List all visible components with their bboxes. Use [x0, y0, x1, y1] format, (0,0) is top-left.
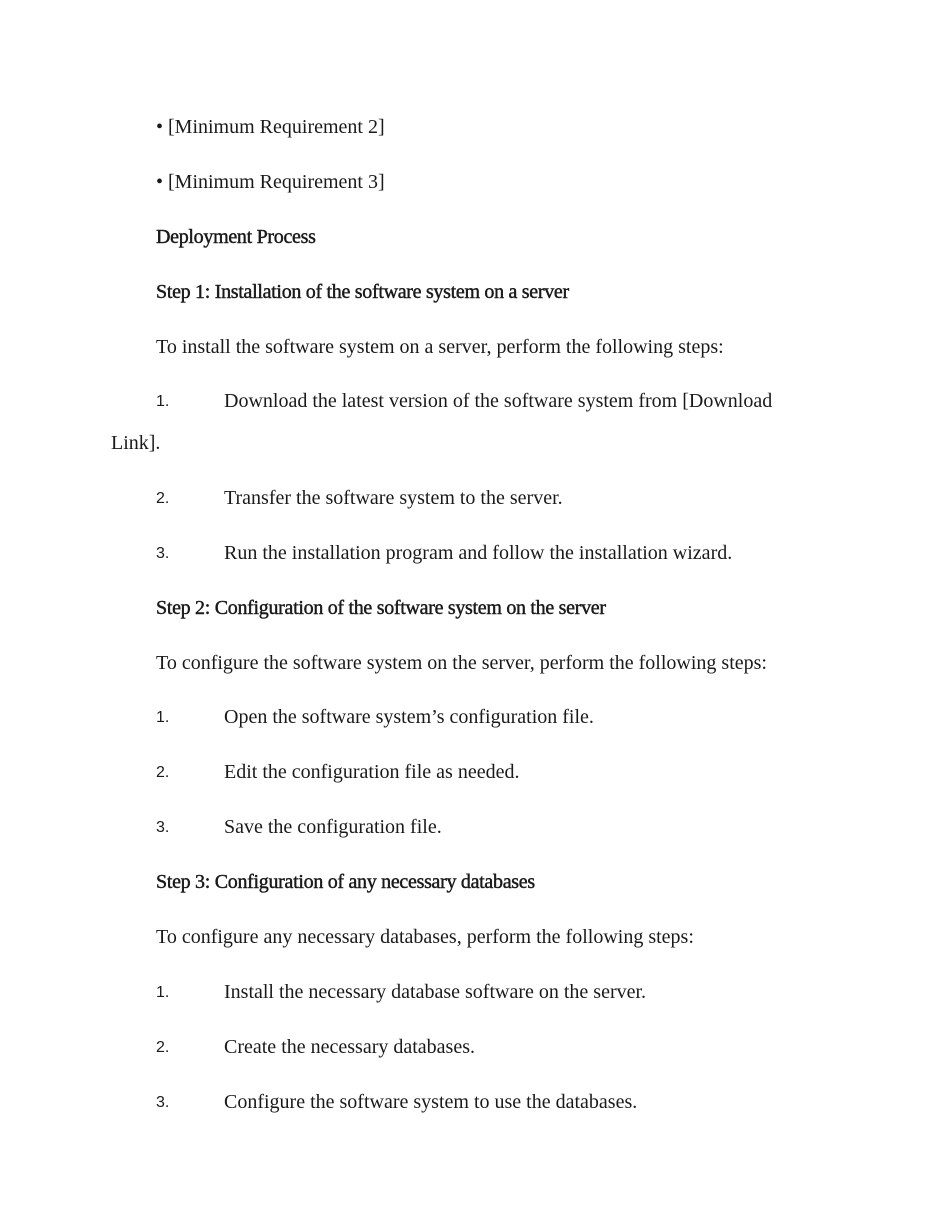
step-intro: To install the software system on a server, perform the following steps:: [156, 336, 724, 358]
step-heading: Step 3: Configuration of any necessary databases: [156, 871, 535, 893]
list-item-continuation: Link].: [111, 432, 161, 454]
bullet-item: • [Minimum Requirement 3]: [156, 171, 385, 193]
list-item-text: Create the necessary databases.: [224, 1036, 475, 1058]
list-item-text: Run the installation program and follow the installation wizard.: [224, 542, 733, 564]
list-number: 2.: [156, 490, 170, 507]
list-item-text: Download the latest version of the software system from [Download: [224, 390, 773, 412]
list-number: 1.: [156, 393, 170, 410]
list-number: 3.: [156, 545, 170, 562]
section-title: Deployment Process: [156, 226, 316, 248]
list-item-text: Save the configuration file.: [224, 816, 442, 838]
step-heading: Step 2: Configuration of the software system on the server: [156, 597, 606, 619]
list-number: 2.: [156, 1039, 170, 1056]
list-item-text: Edit the configuration file as needed.: [224, 761, 520, 783]
list-item-text: Open the software system’s configuration file.: [224, 706, 594, 728]
step-intro: To configure the software system on the server, perform the following steps:: [156, 652, 767, 674]
list-item-text: Configure the software system to use the databases.: [224, 1091, 638, 1113]
list-item-text: Install the necessary database software on the server.: [224, 981, 647, 1003]
list-number: 1.: [156, 984, 170, 1001]
list-number: 3.: [156, 819, 170, 836]
list-item-text: Transfer the software system to the server.: [224, 487, 563, 509]
list-number: 2.: [156, 764, 170, 781]
list-number: 1.: [156, 709, 170, 726]
step-intro: To configure any necessary databases, perform the following steps:: [156, 926, 694, 948]
step-heading: Step 1: Installation of the software system on a server: [156, 281, 569, 303]
list-number: 3.: [156, 1094, 170, 1111]
bullet-item: • [Minimum Requirement 2]: [156, 116, 385, 138]
